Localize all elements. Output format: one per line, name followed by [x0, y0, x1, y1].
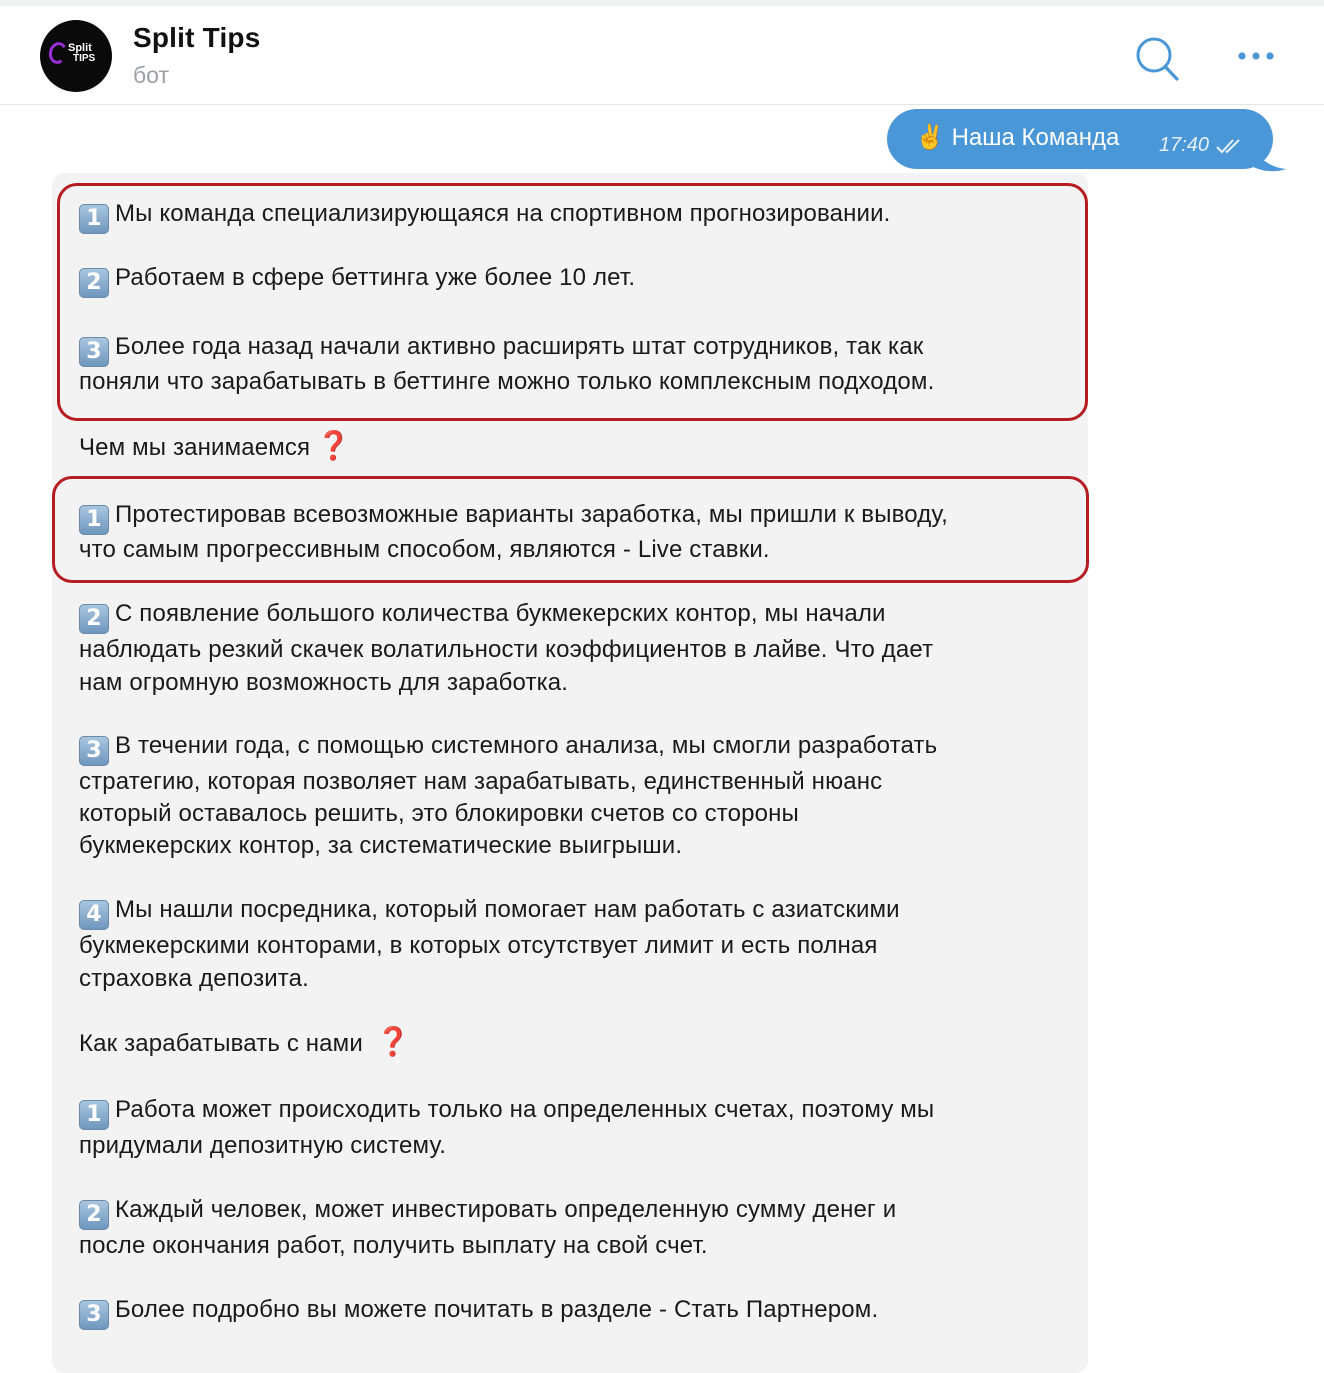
message-line: который оставалось решить, это блокировки счетов со стороны	[79, 800, 799, 827]
read-checkmarks-icon	[1215, 137, 1243, 155]
message-line: 2 С появление большого количества букмекерских контор, мы начали	[79, 599, 886, 634]
keycap-2-icon: 2	[79, 1200, 109, 1230]
keycap-4-icon: 4	[79, 900, 109, 930]
section-heading: Как зарабатывать с нами ❓	[79, 1026, 411, 1057]
message-line: после окончания работ, получить выплату на свой счет.	[79, 1232, 708, 1259]
keycap-2-icon: 2	[79, 268, 109, 298]
message-time: 17:40	[1159, 134, 1210, 156]
message-line: страховка депозита.	[79, 965, 309, 992]
outgoing-text: Наша Команда	[951, 124, 1120, 151]
more-dots-icon	[1230, 40, 1280, 76]
message-line: поняли что зарабатывать в беттинге можно только комплексным подходом.	[79, 368, 935, 395]
message-line: стратегию, которая позволяет нам зарабатывать, единственный нюанс	[79, 768, 883, 795]
message-line: 1 Работа может происходить только на определенных счетах, поэтому мы	[79, 1095, 934, 1130]
message-line: букмекерскими конторами, в которых отсутствует лимит и есть полная	[79, 932, 878, 959]
avatar-logo-line2: TIPS	[73, 53, 96, 64]
message-line: 2 Работаем в сфере беттинга уже более 10 лет.	[79, 263, 635, 298]
keycap-3-icon: 3	[79, 736, 109, 766]
message-line: нам огромную возможность для заработка.	[79, 669, 569, 696]
keycap-3-icon: 3	[79, 1300, 109, 1330]
avatar-logo-line1: Split	[68, 42, 92, 54]
message-line: 3 Более года назад начали активно расширять штат сотрудников, так как	[79, 332, 923, 367]
chat-title[interactable]: Split Tips	[133, 22, 261, 53]
section-heading: Чем мы занимаемся ❓	[79, 430, 352, 461]
outgoing-message-text	[915, 123, 1119, 153]
message-line: 1 Мы команда специализирующаяся на спортивном прогнозировании.	[79, 199, 890, 234]
question-mark-icon: ❓	[316, 430, 352, 461]
avatar[interactable]	[40, 20, 112, 92]
chat-header	[0, 6, 1324, 105]
message-line: 4 Мы нашли посредника, который помогает нам работать с азиатскими	[79, 895, 900, 930]
keycap-1-icon: 1	[79, 505, 109, 535]
message-line: наблюдать резкий скачек волатильности коэффициентов в лайве. Что дает	[79, 636, 934, 663]
outgoing-message[interactable]	[887, 109, 1273, 169]
question-mark-icon: ❓	[375, 1026, 411, 1057]
message-line: 2 Каждый человек, может инвестировать определенную сумму денег и	[79, 1195, 896, 1230]
search-button[interactable]	[1132, 34, 1182, 84]
keycap-2-icon: 2	[79, 604, 109, 634]
search-icon	[1132, 34, 1182, 84]
victory-hand-emoji: ✌️	[915, 124, 945, 151]
message-line: что самым прогрессивным способом, являются - Live ставки.	[79, 536, 770, 563]
message-line: букмекерских контор, за систематические выигрыши.	[79, 832, 683, 859]
message-line: 1 Протестировав всевозможные варианты заработка, мы пришли к выводу,	[79, 500, 948, 535]
keycap-1-icon: 1	[79, 1100, 109, 1130]
logo-ring-icon	[47, 40, 69, 65]
message-line: придумали депозитную систему.	[79, 1132, 447, 1159]
chat-area[interactable]	[0, 105, 1324, 1338]
message-line: 3 В течении года, с помощью системного анализа, мы смогли разработать	[79, 731, 937, 766]
message-line: 3 Более подробно вы можете почитать в разделе - Стать Партнером.	[79, 1295, 878, 1330]
more-options-button[interactable]	[1230, 40, 1280, 76]
chat-subtitle: бот	[133, 62, 169, 88]
keycap-3-icon: 3	[79, 337, 109, 367]
keycap-1-icon: 1	[79, 204, 109, 234]
